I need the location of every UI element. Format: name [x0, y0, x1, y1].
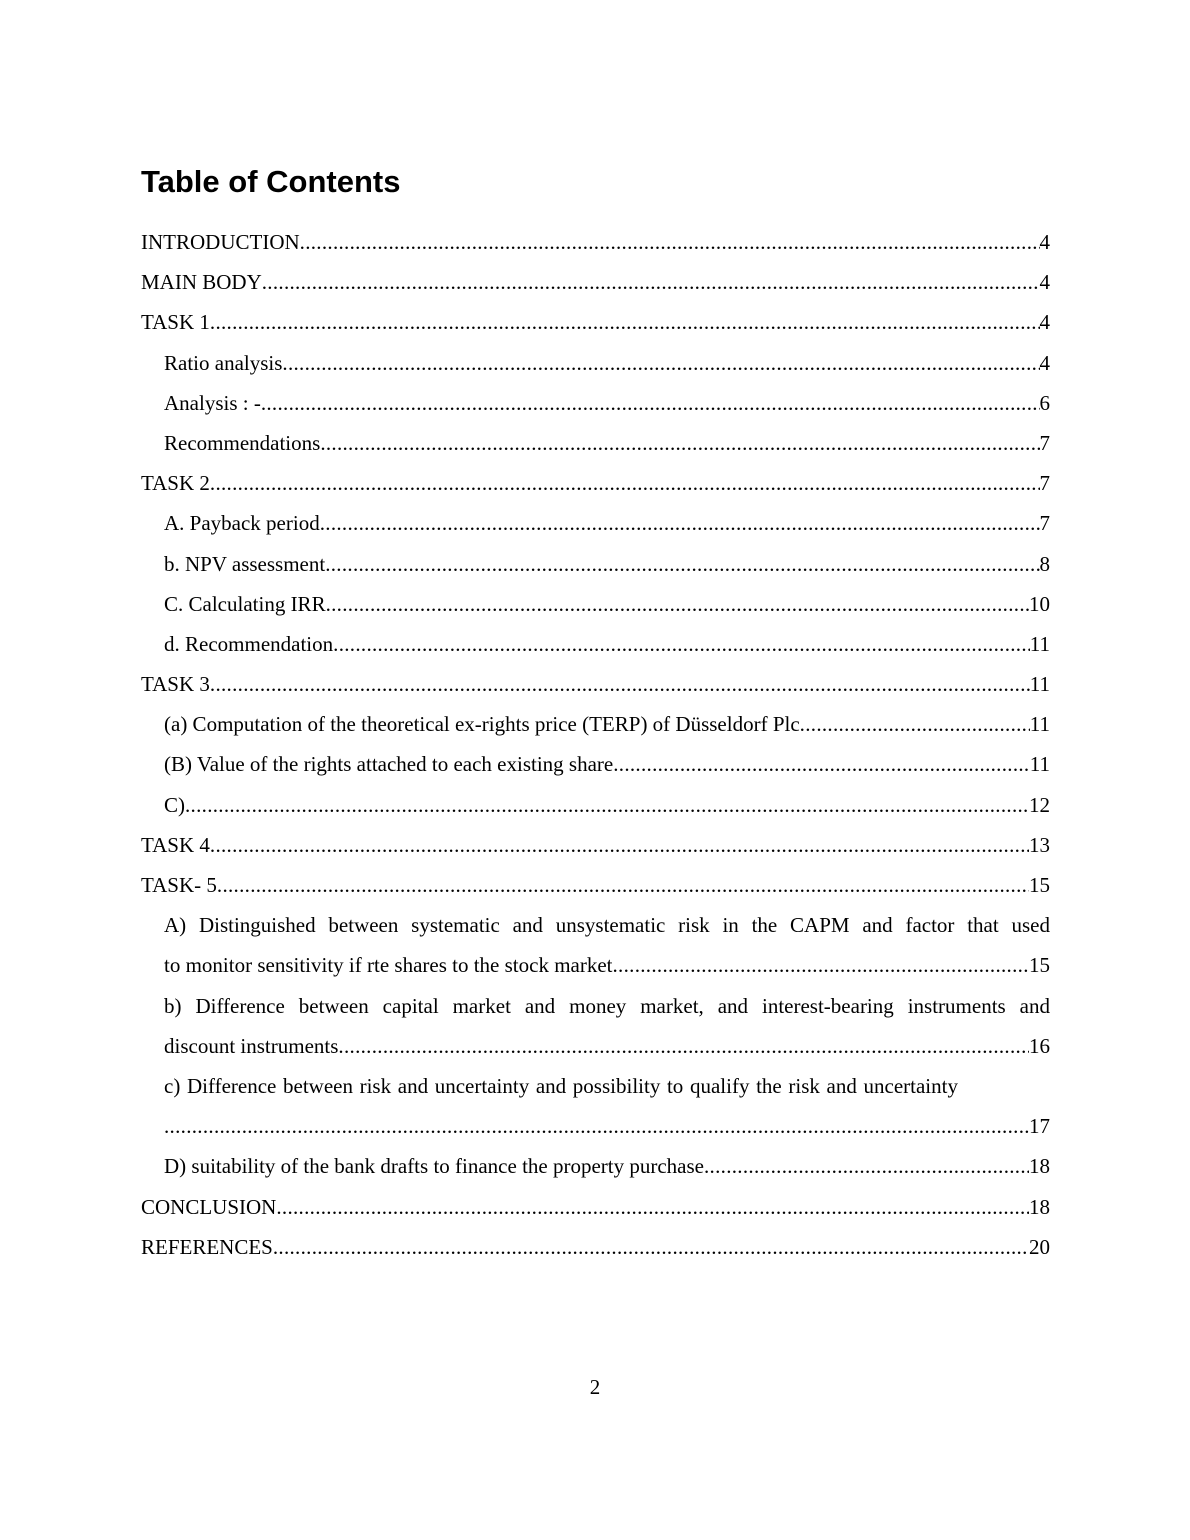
- toc-page-number: 16: [1029, 1033, 1050, 1058]
- toc-entry-systematic-risk-cont[interactable]: [164, 945, 1050, 985]
- toc-page-number: 13: [1029, 832, 1050, 857]
- toc-entry-text: TASK- 5: [141, 873, 217, 897]
- toc-entry-analysis[interactable]: [164, 383, 1050, 423]
- toc-entry-text-line1: A) Distinguished between systematic and unsystematic risk in the CAPM and factor that used: [164, 913, 1050, 938]
- dot-leader: [333, 624, 1030, 664]
- page-number: 2: [589, 1375, 601, 1399]
- toc-entry-risk-uncertainty-cont[interactable]: [164, 1106, 1050, 1146]
- toc-entry-bank-drafts[interactable]: [164, 1146, 1050, 1186]
- toc-entry-text: TASK 2: [141, 471, 210, 496]
- toc-entry-text: D) suitability of the bank drafts to finance the property purchase: [164, 1154, 704, 1179]
- dot-leader: [320, 423, 1039, 463]
- toc-page-number: 6: [1039, 390, 1050, 415]
- toc-entry-main-body[interactable]: [141, 262, 1050, 302]
- toc-entry-conclusion[interactable]: [141, 1187, 1050, 1227]
- toc-entry-text: TASK 4: [141, 832, 210, 857]
- dot-leader: [273, 1227, 1029, 1267]
- toc-page-number: 12: [1029, 792, 1050, 817]
- toc-entry-risk-uncertainty[interactable]: [164, 1066, 1050, 1106]
- toc-page-number: 15: [1029, 953, 1050, 978]
- toc-entry-c[interactable]: [164, 785, 1050, 825]
- toc-page-number: 4: [1039, 230, 1050, 254]
- toc-page-number: 8: [1039, 551, 1050, 576]
- toc-entry-references[interactable]: [141, 1227, 1050, 1267]
- dot-leader: [338, 1026, 1029, 1066]
- toc-page-number: 20: [1029, 1234, 1050, 1259]
- dot-leader: [185, 785, 1029, 825]
- toc-entry-payback-period[interactable]: [164, 503, 1050, 543]
- toc-entry-text: MAIN BODY: [141, 270, 262, 295]
- toc-entry-terp-computation[interactable]: [164, 704, 1050, 744]
- toc-entry-text: Ratio analysis: [164, 350, 283, 375]
- toc-entry-npv-assessment[interactable]: [164, 544, 1050, 584]
- toc-entry-text-line1: b) Difference between capital market and money market, and interest-bearing instruments and: [164, 993, 1050, 1018]
- dot-leader: [800, 704, 1030, 744]
- toc-entry-recommendation[interactable]: [164, 624, 1050, 664]
- dot-leader: [704, 1146, 1029, 1186]
- dot-leader: [325, 544, 1039, 584]
- toc-entry-text: (B) Value of the rights attached to each existing share: [164, 752, 614, 777]
- toc-entry-task-3[interactable]: [141, 664, 1050, 704]
- dot-leader: [276, 1187, 1029, 1227]
- toc-entry-capital-money-market-cont[interactable]: [164, 1026, 1050, 1066]
- toc-entry-text-line2: to monitor sensitivity if rte shares to the stock market: [164, 953, 613, 978]
- toc-page-number: 7: [1039, 430, 1050, 455]
- toc-entry-text: C): [164, 792, 185, 817]
- toc-entry-task-4[interactable]: [141, 825, 1050, 865]
- toc-entry-recommendations[interactable]: [164, 423, 1050, 463]
- toc-entry-rights-value[interactable]: [164, 744, 1050, 784]
- toc-entry-ratio-analysis[interactable]: [164, 343, 1050, 383]
- toc-entry-introduction[interactable]: [141, 222, 1050, 262]
- dot-leader: [613, 744, 1030, 784]
- toc-page-number: 17: [1029, 1114, 1050, 1139]
- toc-entry-text: C. Calculating IRR: [164, 591, 326, 616]
- toc-page-number: 11: [1029, 712, 1050, 737]
- toc-page-number: 4: [1039, 270, 1050, 295]
- toc-entry-task-2[interactable]: [141, 463, 1050, 503]
- toc-page-number: 7: [1039, 511, 1050, 536]
- toc-page-number: 11: [1029, 752, 1050, 777]
- toc-page-number: 18: [1029, 1194, 1050, 1219]
- dot-leader: [300, 222, 1040, 262]
- toc-page-number: 11: [1029, 631, 1050, 656]
- toc-entry-text: (a) Computation of the theoretical ex-rights price (TERP) of Düsseldorf Plc: [164, 712, 800, 737]
- toc-entry-text: INTRODUCTION: [141, 230, 300, 254]
- dot-leader: [320, 503, 1040, 543]
- dot-leader: [217, 865, 1029, 905]
- dot-leader: [262, 262, 1040, 302]
- dot-leader: [613, 945, 1030, 985]
- dot-leader: [210, 302, 1040, 342]
- toc-entry-text-line1: c) Difference between risk and uncertainty and possibility to qualify the risk and uncertainty: [164, 1073, 958, 1098]
- dot-leader: [326, 584, 1029, 624]
- toc-entry-systematic-risk[interactable]: [164, 905, 1050, 945]
- toc-entry-text: TASK 3: [141, 672, 210, 697]
- toc-page-number: 7: [1039, 471, 1050, 496]
- dot-leader: [164, 1106, 1029, 1146]
- dot-leader: [261, 383, 1040, 423]
- toc-page-number: 15: [1029, 873, 1050, 897]
- toc-entry-text: d. Recommendation: [164, 631, 334, 656]
- toc-entry-text: CONCLUSION: [141, 1194, 277, 1219]
- dot-leader: [282, 343, 1039, 383]
- toc-page-number: 18: [1029, 1154, 1050, 1179]
- toc-page-number: 10: [1029, 591, 1050, 616]
- toc-entry-task-1[interactable]: [141, 302, 1050, 342]
- toc-entry-text-line2: discount instruments: [164, 1033, 339, 1058]
- toc-entry-calculating-irr[interactable]: [164, 584, 1050, 624]
- toc-page-number: 4: [1039, 350, 1050, 375]
- toc-entry-text: Analysis : -: [164, 390, 261, 415]
- dot-leader: [210, 825, 1029, 865]
- toc-page-number: 11: [1029, 672, 1050, 697]
- toc-entry-text: REFERENCES: [141, 1234, 273, 1259]
- toc-entry-task-5[interactable]: [141, 865, 1050, 905]
- toc-entry-capital-money-market[interactable]: [164, 986, 1050, 1026]
- dot-leader: [210, 463, 1040, 503]
- toc-entry-text: b. NPV assessment: [164, 551, 326, 576]
- dot-leader: [210, 664, 1030, 704]
- toc-page-number: 4: [1039, 310, 1050, 335]
- page-title: Table of Contents: [141, 164, 401, 199]
- toc-entry-text: Recommendations: [164, 430, 321, 455]
- toc-entry-text: A. Payback period: [164, 511, 320, 536]
- toc-entry-text: TASK 1: [141, 310, 210, 335]
- table-of-contents: [141, 222, 1050, 1267]
